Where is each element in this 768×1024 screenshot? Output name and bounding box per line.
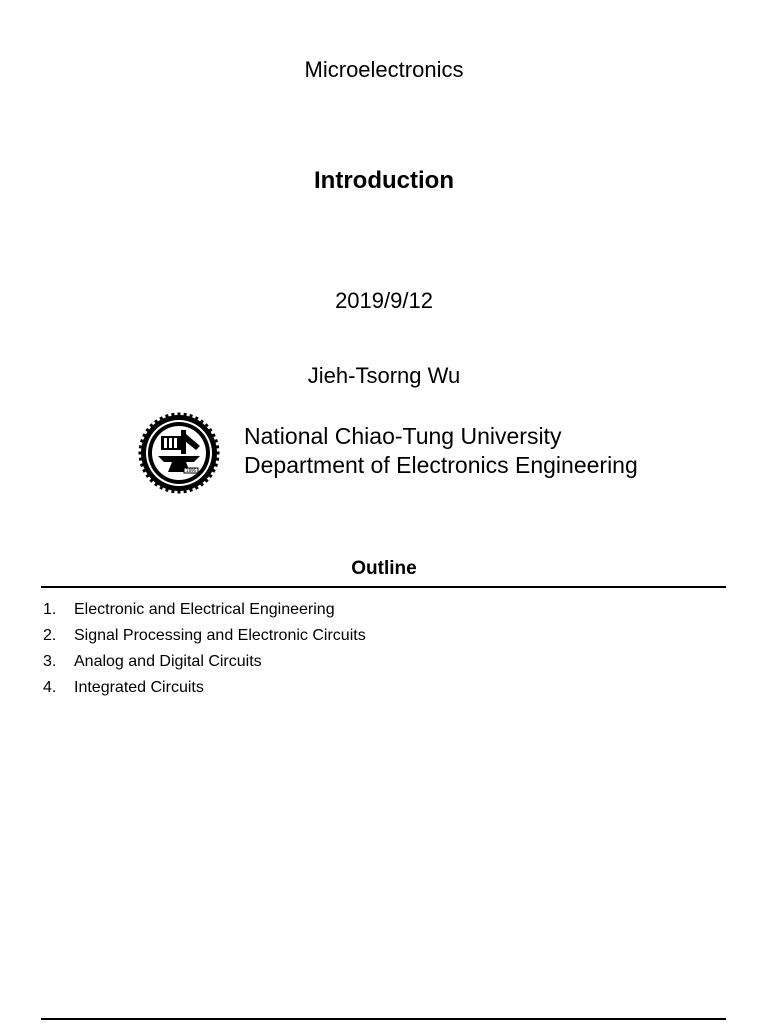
author-name: Jieh-Tsorng Wu bbox=[307, 363, 461, 388]
outline-list bbox=[43, 597, 366, 701]
course-title: Microelectronics bbox=[304, 57, 464, 82]
university-name: National Chiao-Tung University bbox=[244, 423, 562, 449]
page-footer-rule bbox=[41, 1018, 726, 1020]
outline-item bbox=[43, 623, 366, 649]
university-seal-icon bbox=[138, 412, 220, 494]
seal-gear-tooth bbox=[178, 489, 181, 494]
lecture-date: 2019/9/12 bbox=[335, 288, 433, 313]
outline-item-number: 4. bbox=[43, 679, 57, 696]
outline-item bbox=[43, 675, 366, 701]
affiliation-block bbox=[244, 422, 638, 480]
department-name: Department of Electronics Engineering bbox=[244, 452, 638, 478]
outline-divider bbox=[41, 586, 726, 588]
seal-gear-tooth bbox=[178, 413, 181, 418]
outline-item-number: 2. bbox=[43, 627, 57, 644]
outline-item-label: Integrated Circuits bbox=[74, 679, 204, 696]
seal-gear-tooth bbox=[215, 452, 220, 455]
outline-item-label: Electronic and Electrical Engineering bbox=[74, 601, 335, 618]
outline-item bbox=[43, 597, 366, 623]
outline-item-number: 1. bbox=[43, 601, 57, 618]
seal-year: 1896 bbox=[185, 468, 197, 473]
seal-gear-tooth bbox=[139, 452, 144, 455]
outline-item bbox=[43, 649, 366, 675]
outline-item-label: Signal Processing and Electronic Circuits bbox=[74, 627, 366, 644]
outline-item-number: 3. bbox=[43, 653, 57, 670]
lecture-title: Introduction bbox=[314, 167, 454, 194]
outline-heading: Outline bbox=[351, 558, 417, 579]
outline-item-label: Analog and Digital Circuits bbox=[74, 653, 262, 670]
